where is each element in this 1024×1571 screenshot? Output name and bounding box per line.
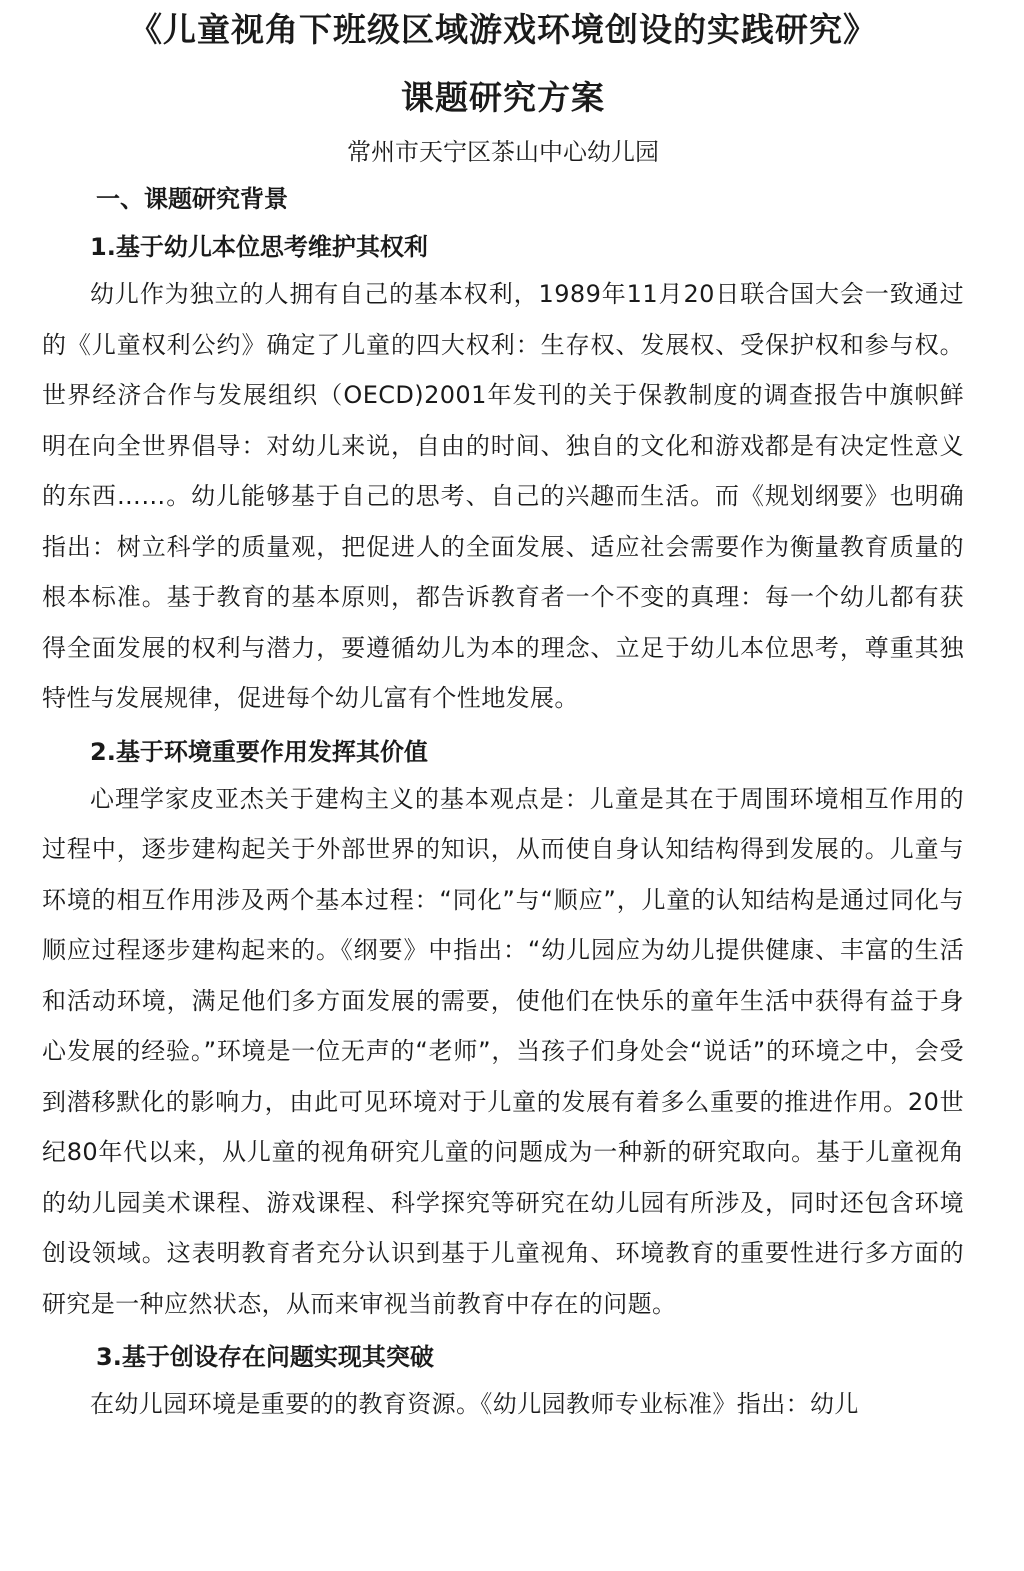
organization-name: 常州市天宁区茶山中心幼儿园	[347, 138, 659, 166]
document-subtitle: 课题研究方案	[401, 78, 605, 117]
subsection-heading-2: 2.基于环境重要作用发挥其价值	[90, 737, 428, 766]
document-title: 《儿童视角下班级区域游戏环境创设的实践研究》	[129, 10, 877, 49]
section-heading: 一、课题研究背景	[96, 185, 288, 213]
paragraph-3: 在幼儿园环境是重要的的教育资源。《幼儿园教师专业标准》指出：幼儿	[90, 1390, 859, 1418]
subsection-heading-1: 1.基于幼儿本位思考维护其权利	[90, 233, 428, 261]
paragraph-1: 幼儿作为独立的人拥有自己的基本权利，1989年11月20日联合国大会一致通过的《儿童权利公约》确定了儿童的四大权利：生存权、发展权、受保护权和参与权。世界经济合作与发展组织（OECD)2001年发刊的关于保教制度的调查报告中旗帜鲜明在向全世界倡导：对幼儿来说，自由的时间、独自的文化和游戏都是有决定性意义的东西……。幼儿能够基于自己的思考、自己的兴趣而生活。而《规划纲要》也明确指出：树立科学的质量观，把促进人的全面发展、适应社会需要作为衡量教育质量的根本标准。基于教育的基本原则，都告诉教育者一个不变的真理：每一个幼儿都有获得全面发展的权利与潜力，要遵循幼儿为本的理念、立足于幼儿本位思考，尊重其独特性与发展规律，促进每个幼儿富有个性地发展。	[42, 280, 964, 712]
paragraph-2: 心理学家皮亚杰关于建构主义的基本观点是：儿童是其在于周围环境相互作用的过程中，逐步建构起关于外部世界的知识，从而使自身认知结构得到发展的。儿童与环境的相互作用涉及两个基本过程：“同化”与“顺应”，儿童的认知结构是通过同化与顺应过程逐步建构起来的。《纲要》中指出：“幼儿园应为幼儿提供健康、丰富的生活和活动环境，满足他们多方面发展的需要，使他们在快乐的童年生活中获得有益于身心发展的经验。”环境是一位无声的“老师”，当孩子们身处会“说话”的环境之中，会受到潜移默化的影响力，由此可见环境对于儿童的发展有着多么重要的推进作用。20世纪80年代以来，从儿童的视角研究儿童的问题成为一种新的研究取向。基于儿童视角的幼儿园美术课程、游戏课程、科学探究等研究在幼儿园有所涉及，同时还包含环境创设领域。这表明教育者充分认识到基于儿童视角、环境教育的重要性进行多方面的研究是一种应然状态，从而来审视当前教育中存在的问题。	[42, 784, 964, 1318]
subsection-heading-3: 3.基于创设存在问题实现其突破	[96, 1343, 434, 1371]
